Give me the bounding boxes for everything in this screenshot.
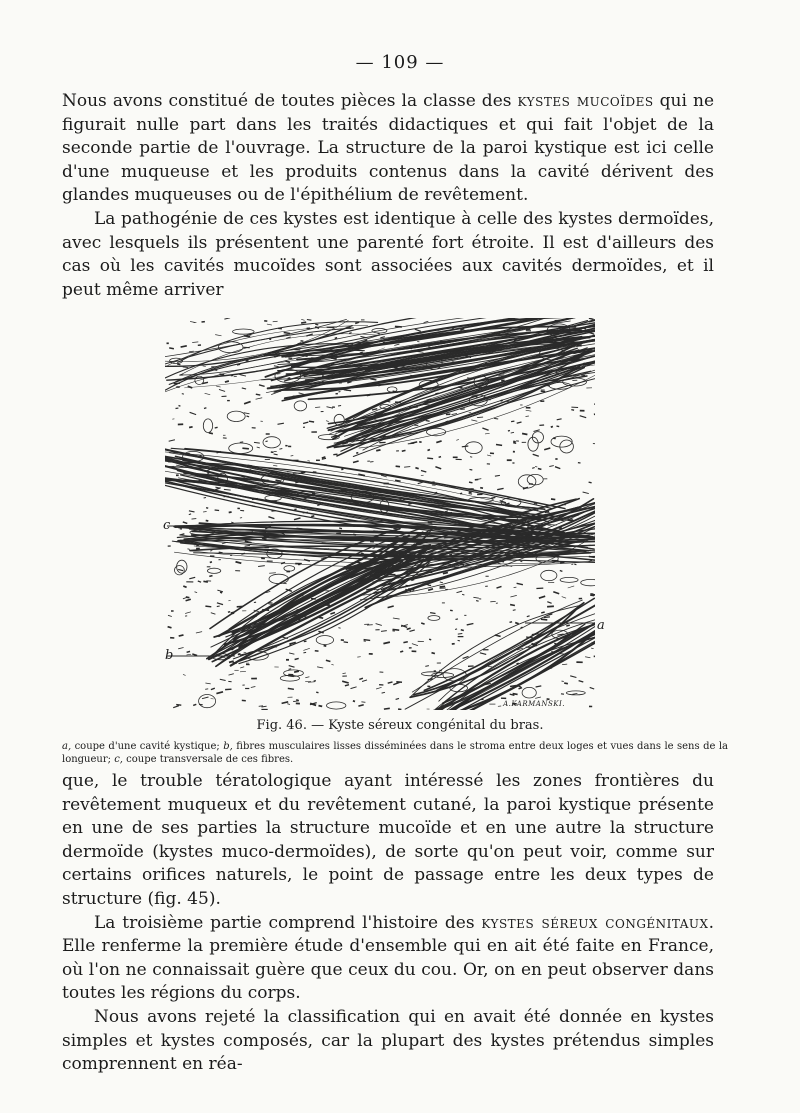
paragraph-text: qui ne figurait nulle part dans les traités didactiques et qui fait l'objet de la seconde partie de l'ouvrage. La structure de la paroi kystique est ici celle d'une muqueuse et les produits contenus dans la cavité dérivent des glandes muqueuses ou de l'épithélium de revêtement. (62, 91, 715, 206)
paragraph-pathogenesis: La pathogénie de ces kystes est identique à celle des kystes dermoïdes, avec lesquels ils présentent une parenté fort étroite. Il est d'ailleurs des cas où les cavités mucoïdes sont associées aux cavités dermoïdes, et il peut même arriver (62, 208, 714, 300)
figure-label-b: b (165, 648, 174, 663)
figure-caption-title: Fig. 46. — Kyste séreux congénital du bras. (256, 718, 544, 733)
figure-label-a: a (597, 618, 605, 633)
page-number: — 109 — (355, 52, 445, 73)
paragraph-mucodermoid: que, le trouble tératologique ayant intéressé les zones frontières du revêtement muqueux et du revêtement cutané, la paroi kystique présente en une de ses parties la structure mucoïde et en une autre la structure dermoïde (kystes muco-dermoïdes), de sorte qu'on peut voir, comme sur certains orifices naturels, le point de passage entre les deux types de structure (fig. 45). (62, 771, 714, 909)
figure-label-c: c (163, 518, 171, 533)
paragraph-mucoid-kysts (62, 90, 714, 208)
engraver-signature: A.KARMANSKI. (503, 700, 565, 708)
histology-engraving (165, 318, 595, 710)
paragraph-text: La troisième partie comprend l'histoire des (94, 912, 482, 933)
small-caps-term: kystes mucoïdes (517, 91, 654, 111)
caption-text-a: coupe d'une cavité kystique; (71, 741, 224, 752)
caption-letter-b: b, (223, 741, 233, 752)
caption-text-c: coupe transversale de ces fibres. (122, 754, 294, 765)
paragraph-classification: Nous avons rejeté la classification qui en avait été donnée en kystes simples et kystes composés, car la plupart des kystes prétendus simples comprennent en réa- (62, 1006, 714, 1075)
paragraph-text: . Elle renferme la première étude d'ensemble qui en ait été faite en France, où l'on ne connaissait guère que ceux du cou. Or, on en peut observer dans toutes les régions du corps. (62, 912, 714, 1004)
bottom-text-block (62, 770, 714, 1077)
paragraph-serous-kysts (62, 912, 714, 1006)
caption-letter-c: c, (114, 754, 123, 765)
figure-caption-body (62, 740, 728, 766)
small-caps-term: kystes séreux congénitaux (481, 912, 709, 933)
caption-text-b: fibres musculaires lisses disséminées dans le stroma entre deux loges et vues dans le sens de la longueur; (62, 741, 728, 765)
figure-histology-illustration (163, 318, 605, 710)
caption-letter-a: a, (62, 741, 72, 752)
paragraph-text: Nous avons constitué de toutes pièces la classe des (62, 91, 518, 111)
top-text-block (62, 90, 714, 302)
